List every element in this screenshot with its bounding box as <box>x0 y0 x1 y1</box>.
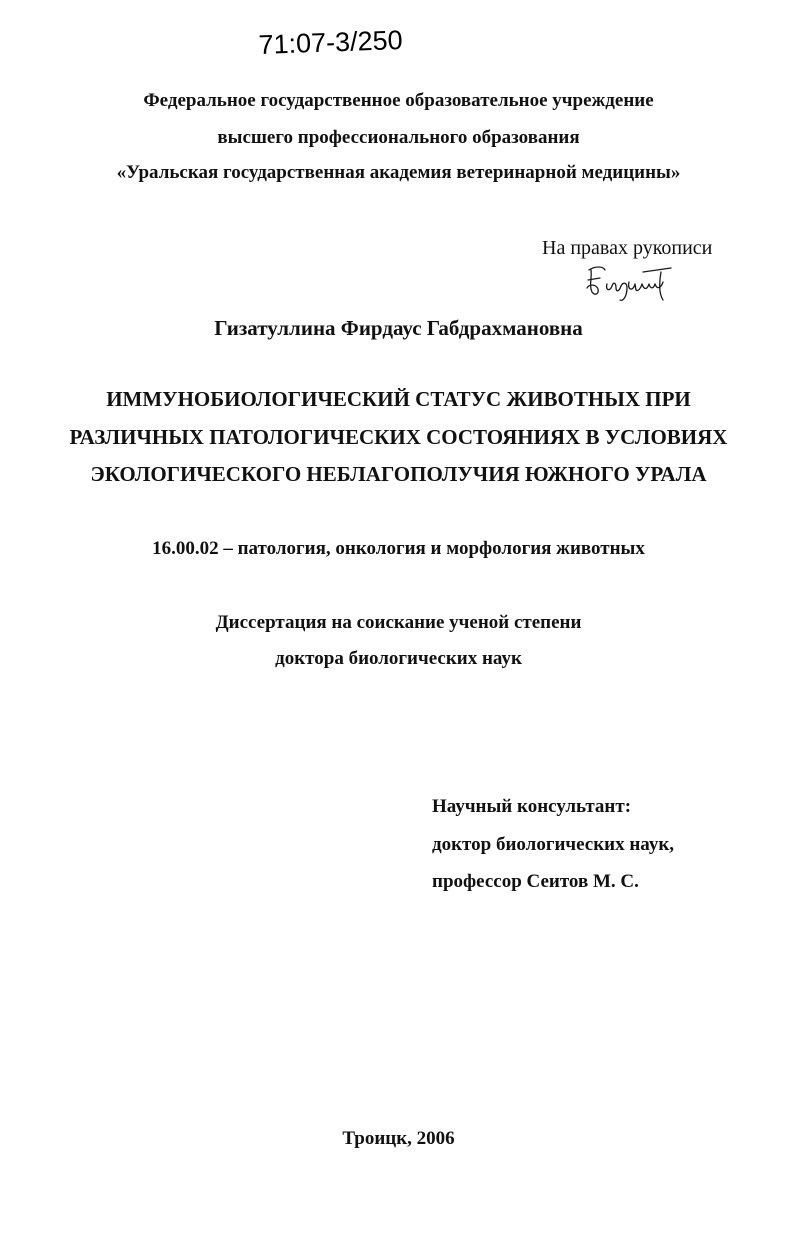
handwritten-signature <box>583 262 678 306</box>
title-line-2: РАЗЛИЧНЫХ ПАТОЛОГИЧЕСКИХ СОСТОЯНИЯХ В УСЛОВИЯХ <box>69 425 728 449</box>
consultant-degree: доктор биологических наук, <box>432 834 675 855</box>
institution-line-2: высшего профессионального образования <box>217 127 580 148</box>
institution-line-1: Федеральное государственное образовательное учреждение <box>143 90 654 111</box>
title-line-3: ЭКОЛОГИЧЕСКОГО НЕБЛАГОПОЛУЧИЯ ЮЖНОГО УРАЛА <box>90 462 707 486</box>
manuscript-note: На правах рукописи <box>542 237 713 259</box>
title-line-1: ИММУНОБИОЛОГИЧЕСКИЙ СТАТУС ЖИВОТНЫХ ПРИ <box>106 387 691 411</box>
archive-code: 71:07-3/250 <box>258 24 404 60</box>
place-and-year: Троицк, 2006 <box>342 1128 455 1149</box>
author-name: Гизатуллина Фирдаус Габдрахмановна <box>214 316 583 340</box>
consultant-name: профессор Сеитов М. С. <box>432 871 639 892</box>
specialty-code: 16.00.02 – патология, онкология и морфология животных <box>152 538 645 559</box>
institution-line-3: «Уральская государственная академия ветеринарной медицины» <box>116 162 681 183</box>
degree-line-2: доктора биологических наук <box>275 648 522 669</box>
consultant-label: Научный консультант: <box>432 796 632 817</box>
degree-line-1: Диссертация на соискание ученой степени <box>215 612 582 633</box>
